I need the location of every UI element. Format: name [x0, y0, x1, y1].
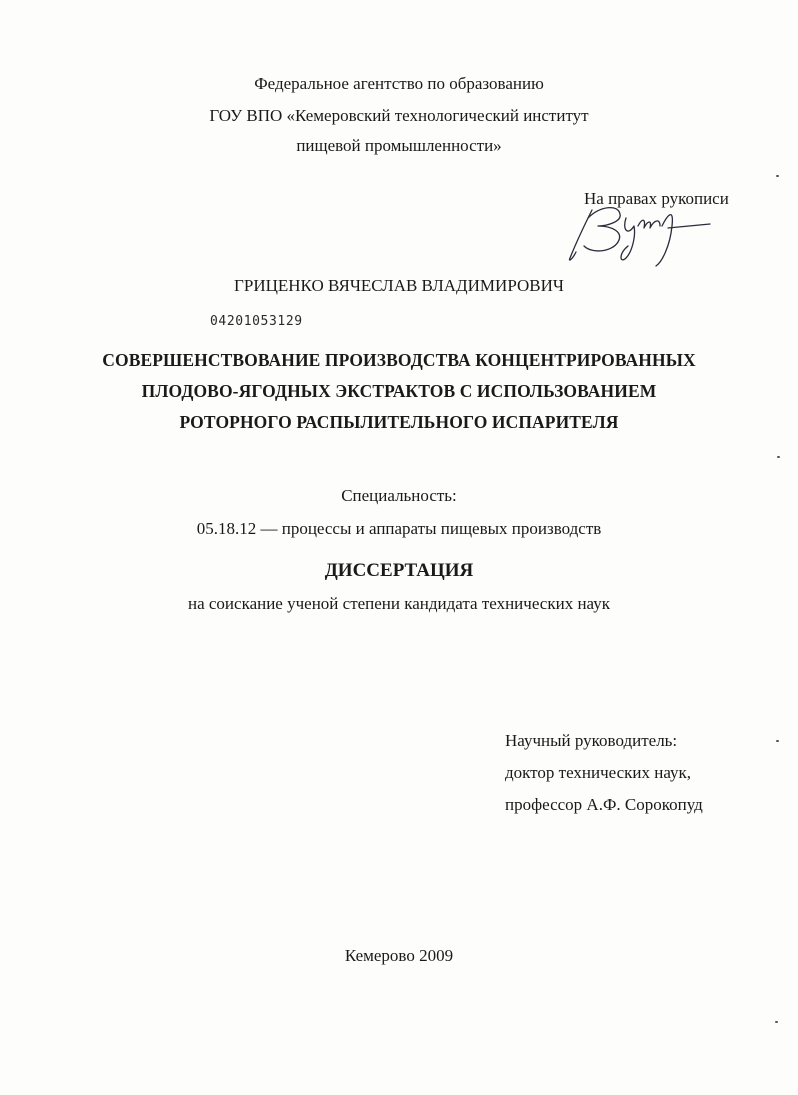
scan-speck — [775, 1021, 778, 1023]
supervisor-label: Научный руководитель: — [505, 731, 678, 750]
title-line-3: РОТОРНОГО РАСПЫЛИТЕЛЬНОГО ИСПАРИТЕЛЯ — [179, 412, 619, 432]
place-year: Кемерово 2009 — [344, 946, 454, 965]
specialty-value: 05.18.12 — процессы и аппараты пищевых производств — [196, 519, 602, 538]
agency-line: Федеральное агентство по образованию — [254, 74, 544, 93]
work-type: ДИССЕРТАЦИЯ — [324, 560, 474, 581]
registration-number: 04201053129 — [210, 314, 303, 329]
supervisor-name: профессор А.Ф. Сорокопуд — [505, 795, 703, 814]
title-line-1: СОВЕРШЕНСТВОВАНИЕ ПРОИЗВОДСТВА КОНЦЕНТРИРОВАННЫХ — [102, 350, 696, 370]
institute-line-2: пищевой промышленности» — [296, 136, 502, 155]
manuscript-note: На правах рукописи — [584, 189, 729, 208]
title-line-2: ПЛОДОВО-ЯГОДНЫХ ЭКСТРАКТОВ С ИСПОЛЬЗОВАНИЕМ — [141, 381, 657, 401]
scan-speck — [776, 740, 779, 742]
scan-speck — [777, 456, 780, 458]
institute-line-1: ГОУ ВПО «Кемеровский технологический институт — [209, 106, 589, 125]
specialty-label: Специальность: — [341, 486, 457, 505]
handwritten-signature — [562, 196, 712, 278]
scan-speck — [776, 175, 779, 177]
author-name: ГРИЦЕНКО ВЯЧЕСЛАВ ВЛАДИМИРОВИЧ — [234, 276, 564, 295]
degree-line: на соискание ученой степени кандидата технических наук — [187, 594, 610, 613]
supervisor-degree: доктор технических наук, — [505, 763, 692, 782]
